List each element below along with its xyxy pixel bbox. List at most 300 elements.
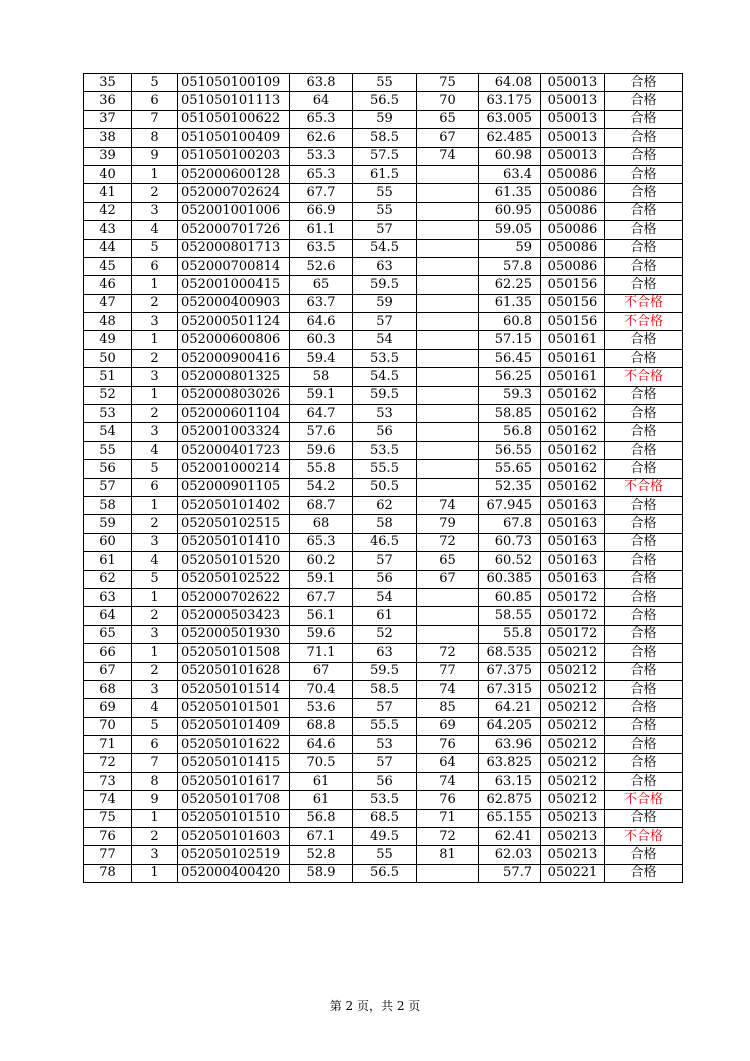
total-score-cell: 58.85 — [479, 405, 541, 423]
result-status-cell: 合格 — [605, 662, 683, 680]
score-written-cell: 61.1 — [290, 221, 353, 239]
position-code-cell: 050156 — [541, 313, 605, 331]
position-code-cell: 050212 — [541, 680, 605, 698]
exam-id-cell: 052050101508 — [178, 644, 290, 662]
row-number-cell: 58 — [84, 496, 132, 514]
exam-id-cell: 052000702622 — [178, 588, 290, 606]
score-2-cell: 59.5 — [353, 386, 417, 404]
score-3-cell: 81 — [417, 846, 479, 864]
score-3-cell: 65 — [417, 552, 479, 570]
position-code-cell: 050172 — [541, 607, 605, 625]
total-score-cell: 61.35 — [479, 294, 541, 312]
result-status-cell: 合格 — [605, 625, 683, 643]
score-written-cell: 67.7 — [290, 184, 353, 202]
exam-id-cell: 052000400420 — [178, 864, 290, 882]
exam-id-cell: 052000900416 — [178, 349, 290, 367]
score-written-cell: 65.3 — [290, 165, 353, 183]
score-3-cell — [417, 349, 479, 367]
position-code-cell: 050156 — [541, 276, 605, 294]
score-written-cell: 66.9 — [290, 202, 353, 220]
row-number-cell: 62 — [84, 570, 132, 588]
table-row — [84, 607, 683, 625]
exam-id-cell: 052050101410 — [178, 533, 290, 551]
score-3-cell: 74 — [417, 147, 479, 165]
total-score-cell: 62.41 — [479, 828, 541, 846]
row-number-cell: 36 — [84, 92, 132, 110]
table-row — [84, 552, 683, 570]
group-index-cell: 6 — [132, 257, 178, 275]
score-2-cell: 55 — [353, 846, 417, 864]
group-index-cell: 5 — [132, 74, 178, 92]
position-code-cell: 050086 — [541, 257, 605, 275]
score-written-cell: 62.6 — [290, 129, 353, 147]
position-code-cell: 050163 — [541, 552, 605, 570]
table-row — [84, 644, 683, 662]
score-2-cell: 55 — [353, 74, 417, 92]
score-written-cell: 60.2 — [290, 552, 353, 570]
position-code-cell: 050161 — [541, 331, 605, 349]
total-score-cell: 61.35 — [479, 184, 541, 202]
result-status-cell: 合格 — [605, 809, 683, 827]
score-written-cell: 67.7 — [290, 588, 353, 606]
result-status-cell: 合格 — [605, 570, 683, 588]
score-2-cell: 61 — [353, 607, 417, 625]
result-status-cell: 合格 — [605, 644, 683, 662]
score-3-cell — [417, 625, 479, 643]
position-code-cell: 050163 — [541, 515, 605, 533]
group-index-cell: 7 — [132, 110, 178, 128]
total-score-cell: 60.385 — [479, 570, 541, 588]
score-3-cell — [417, 441, 479, 459]
result-status-cell: 不合格 — [605, 294, 683, 312]
position-code-cell: 050086 — [541, 165, 605, 183]
position-code-cell: 050213 — [541, 809, 605, 827]
position-code-cell: 050212 — [541, 644, 605, 662]
total-score-cell: 60.98 — [479, 147, 541, 165]
position-code-cell: 050013 — [541, 129, 605, 147]
result-status-cell: 合格 — [605, 864, 683, 882]
row-number-cell: 76 — [84, 828, 132, 846]
group-index-cell: 4 — [132, 699, 178, 717]
position-code-cell: 050013 — [541, 74, 605, 92]
result-status-cell: 合格 — [605, 680, 683, 698]
row-number-cell: 67 — [84, 662, 132, 680]
result-status-cell: 合格 — [605, 147, 683, 165]
group-index-cell: 2 — [132, 662, 178, 680]
score-3-cell: 85 — [417, 699, 479, 717]
score-3-cell: 76 — [417, 791, 479, 809]
group-index-cell: 3 — [132, 423, 178, 441]
exam-id-cell: 051050100622 — [178, 110, 290, 128]
group-index-cell: 7 — [132, 754, 178, 772]
exam-id-cell: 051050100409 — [178, 129, 290, 147]
group-index-cell: 5 — [132, 570, 178, 588]
score-2-cell: 54.5 — [353, 239, 417, 257]
table-body — [84, 74, 683, 883]
result-status-cell: 合格 — [605, 110, 683, 128]
score-written-cell: 68 — [290, 515, 353, 533]
exam-id-cell: 052050102519 — [178, 846, 290, 864]
row-number-cell: 61 — [84, 552, 132, 570]
result-status-cell: 合格 — [605, 349, 683, 367]
table-row — [84, 423, 683, 441]
score-3-cell: 65 — [417, 110, 479, 128]
score-3-cell — [417, 221, 479, 239]
score-written-cell: 59.6 — [290, 441, 353, 459]
score-written-cell: 64 — [290, 92, 353, 110]
total-score-cell: 56.55 — [479, 441, 541, 459]
result-status-cell: 不合格 — [605, 313, 683, 331]
total-score-cell: 60.8 — [479, 313, 541, 331]
result-status-cell: 不合格 — [605, 828, 683, 846]
score-2-cell: 58.5 — [353, 680, 417, 698]
score-3-cell — [417, 607, 479, 625]
score-3-cell: 67 — [417, 570, 479, 588]
score-written-cell: 65 — [290, 276, 353, 294]
table-row — [84, 460, 683, 478]
group-index-cell: 4 — [132, 441, 178, 459]
result-status-cell: 合格 — [605, 736, 683, 754]
position-code-cell: 050212 — [541, 662, 605, 680]
exam-id-cell: 052050101415 — [178, 754, 290, 772]
score-written-cell: 68.8 — [290, 717, 353, 735]
score-written-cell: 55.8 — [290, 460, 353, 478]
table-row — [84, 662, 683, 680]
position-code-cell: 050221 — [541, 864, 605, 882]
table-row — [84, 349, 683, 367]
exam-id-cell: 052000801713 — [178, 239, 290, 257]
position-code-cell: 050163 — [541, 570, 605, 588]
score-3-cell — [417, 276, 479, 294]
score-2-cell: 57 — [353, 552, 417, 570]
total-score-cell: 55.65 — [479, 460, 541, 478]
score-2-cell: 49.5 — [353, 828, 417, 846]
score-written-cell: 56.1 — [290, 607, 353, 625]
position-code-cell: 050161 — [541, 349, 605, 367]
group-index-cell: 1 — [132, 864, 178, 882]
results-table — [83, 73, 683, 883]
result-status-cell: 合格 — [605, 74, 683, 92]
total-score-cell: 67.8 — [479, 515, 541, 533]
row-number-cell: 73 — [84, 772, 132, 790]
exam-id-cell: 052000601104 — [178, 405, 290, 423]
group-index-cell: 1 — [132, 331, 178, 349]
group-index-cell: 1 — [132, 276, 178, 294]
total-score-cell: 64.205 — [479, 717, 541, 735]
result-status-cell: 合格 — [605, 92, 683, 110]
score-2-cell: 59.5 — [353, 662, 417, 680]
total-score-cell: 60.52 — [479, 552, 541, 570]
score-written-cell: 64.7 — [290, 405, 353, 423]
position-code-cell: 050162 — [541, 460, 605, 478]
result-status-cell: 合格 — [605, 405, 683, 423]
exam-id-cell: 051050101113 — [178, 92, 290, 110]
group-index-cell: 3 — [132, 680, 178, 698]
score-written-cell: 64.6 — [290, 313, 353, 331]
position-code-cell: 050013 — [541, 92, 605, 110]
score-written-cell: 68.7 — [290, 496, 353, 514]
group-index-cell: 3 — [132, 625, 178, 643]
score-2-cell: 53.5 — [353, 791, 417, 809]
table-row — [84, 496, 683, 514]
score-written-cell: 67 — [290, 662, 353, 680]
position-code-cell: 050013 — [541, 147, 605, 165]
score-3-cell: 67 — [417, 129, 479, 147]
score-written-cell: 63.8 — [290, 74, 353, 92]
score-2-cell: 63 — [353, 644, 417, 662]
group-index-cell: 3 — [132, 846, 178, 864]
table-row — [84, 165, 683, 183]
score-3-cell — [417, 368, 479, 386]
score-written-cell: 63.7 — [290, 294, 353, 312]
score-written-cell: 71.1 — [290, 644, 353, 662]
result-status-cell: 合格 — [605, 423, 683, 441]
position-code-cell: 050163 — [541, 533, 605, 551]
group-index-cell: 2 — [132, 828, 178, 846]
position-code-cell: 050163 — [541, 496, 605, 514]
group-index-cell: 3 — [132, 313, 178, 331]
position-code-cell: 050212 — [541, 772, 605, 790]
score-written-cell: 52.8 — [290, 846, 353, 864]
score-3-cell — [417, 588, 479, 606]
table-row — [84, 515, 683, 533]
row-number-cell: 51 — [84, 368, 132, 386]
score-3-cell — [417, 423, 479, 441]
table-row — [84, 680, 683, 698]
score-3-cell — [417, 202, 479, 220]
score-2-cell: 46.5 — [353, 533, 417, 551]
result-status-cell: 合格 — [605, 257, 683, 275]
total-score-cell: 63.175 — [479, 92, 541, 110]
group-index-cell: 5 — [132, 717, 178, 735]
table-row — [84, 478, 683, 496]
score-2-cell: 57 — [353, 754, 417, 772]
table-row — [84, 441, 683, 459]
result-status-cell: 合格 — [605, 772, 683, 790]
score-2-cell: 56 — [353, 570, 417, 588]
score-3-cell: 77 — [417, 662, 479, 680]
table-row — [84, 791, 683, 809]
score-2-cell: 54 — [353, 331, 417, 349]
total-score-cell: 52.35 — [479, 478, 541, 496]
row-number-cell: 63 — [84, 588, 132, 606]
score-written-cell: 53.3 — [290, 147, 353, 165]
exam-id-cell: 052000503423 — [178, 607, 290, 625]
group-index-cell: 1 — [132, 809, 178, 827]
score-3-cell: 72 — [417, 533, 479, 551]
score-2-cell: 52 — [353, 625, 417, 643]
row-number-cell: 57 — [84, 478, 132, 496]
score-2-cell: 55.5 — [353, 460, 417, 478]
score-3-cell — [417, 331, 479, 349]
score-written-cell: 61 — [290, 791, 353, 809]
score-3-cell: 71 — [417, 809, 479, 827]
total-score-cell: 59.05 — [479, 221, 541, 239]
exam-id-cell: 052000702624 — [178, 184, 290, 202]
score-written-cell: 65.3 — [290, 110, 353, 128]
score-3-cell — [417, 405, 479, 423]
score-2-cell: 53.5 — [353, 441, 417, 459]
group-index-cell: 6 — [132, 478, 178, 496]
exam-id-cell: 052000801325 — [178, 368, 290, 386]
table-row — [84, 368, 683, 386]
result-status-cell: 合格 — [605, 588, 683, 606]
score-2-cell: 58 — [353, 515, 417, 533]
score-3-cell: 70 — [417, 92, 479, 110]
result-status-cell: 合格 — [605, 331, 683, 349]
row-number-cell: 46 — [84, 276, 132, 294]
exam-id-cell: 051050100203 — [178, 147, 290, 165]
total-score-cell: 63.005 — [479, 110, 541, 128]
row-number-cell: 66 — [84, 644, 132, 662]
table-row — [84, 570, 683, 588]
row-number-cell: 35 — [84, 74, 132, 92]
total-score-cell: 60.85 — [479, 588, 541, 606]
score-2-cell: 55.5 — [353, 717, 417, 735]
score-written-cell: 58.9 — [290, 864, 353, 882]
total-score-cell: 60.95 — [479, 202, 541, 220]
group-index-cell: 6 — [132, 92, 178, 110]
score-2-cell: 50.5 — [353, 478, 417, 496]
total-score-cell: 63.15 — [479, 772, 541, 790]
score-3-cell: 74 — [417, 496, 479, 514]
score-3-cell: 64 — [417, 754, 479, 772]
group-index-cell: 8 — [132, 772, 178, 790]
position-code-cell: 050213 — [541, 828, 605, 846]
total-score-cell: 56.25 — [479, 368, 541, 386]
result-status-cell: 合格 — [605, 129, 683, 147]
position-code-cell: 050212 — [541, 791, 605, 809]
row-number-cell: 52 — [84, 386, 132, 404]
score-2-cell: 56.5 — [353, 92, 417, 110]
row-number-cell: 77 — [84, 846, 132, 864]
row-number-cell: 54 — [84, 423, 132, 441]
exam-id-cell: 052050101514 — [178, 680, 290, 698]
position-code-cell: 050162 — [541, 405, 605, 423]
total-score-cell: 67.315 — [479, 680, 541, 698]
exam-id-cell: 052001001006 — [178, 202, 290, 220]
table-row — [84, 202, 683, 220]
result-status-cell: 合格 — [605, 496, 683, 514]
score-2-cell: 59 — [353, 294, 417, 312]
position-code-cell: 050213 — [541, 846, 605, 864]
exam-id-cell: 052000901105 — [178, 478, 290, 496]
group-index-cell: 2 — [132, 349, 178, 367]
total-score-cell: 67.945 — [479, 496, 541, 514]
table-row — [84, 386, 683, 404]
exam-id-cell: 052050101510 — [178, 809, 290, 827]
total-score-cell: 55.8 — [479, 625, 541, 643]
table-row — [84, 736, 683, 754]
result-status-cell: 合格 — [605, 515, 683, 533]
result-status-cell: 合格 — [605, 552, 683, 570]
table-row — [84, 147, 683, 165]
position-code-cell: 050162 — [541, 386, 605, 404]
score-written-cell: 67.1 — [290, 828, 353, 846]
total-score-cell: 62.03 — [479, 846, 541, 864]
result-status-cell: 合格 — [605, 184, 683, 202]
row-number-cell: 60 — [84, 533, 132, 551]
group-index-cell: 6 — [132, 736, 178, 754]
score-3-cell — [417, 239, 479, 257]
exam-id-cell: 051050100109 — [178, 74, 290, 92]
result-status-cell: 合格 — [605, 386, 683, 404]
row-number-cell: 39 — [84, 147, 132, 165]
score-written-cell: 59.1 — [290, 570, 353, 588]
group-index-cell: 1 — [132, 165, 178, 183]
group-index-cell: 2 — [132, 294, 178, 312]
row-number-cell: 59 — [84, 515, 132, 533]
exam-id-cell: 052050102522 — [178, 570, 290, 588]
result-status-cell: 不合格 — [605, 791, 683, 809]
score-written-cell: 57.6 — [290, 423, 353, 441]
result-status-cell: 合格 — [605, 460, 683, 478]
row-number-cell: 48 — [84, 313, 132, 331]
score-2-cell: 56 — [353, 423, 417, 441]
table-row — [84, 276, 683, 294]
total-score-cell: 67.375 — [479, 662, 541, 680]
group-index-cell: 4 — [132, 552, 178, 570]
exam-id-cell: 052000803026 — [178, 386, 290, 404]
exam-id-cell: 052050101409 — [178, 717, 290, 735]
table-row — [84, 588, 683, 606]
score-3-cell — [417, 313, 479, 331]
score-3-cell — [417, 294, 479, 312]
group-index-cell: 9 — [132, 147, 178, 165]
total-score-cell: 62.875 — [479, 791, 541, 809]
score-2-cell: 53 — [353, 405, 417, 423]
score-written-cell: 59.4 — [290, 349, 353, 367]
result-status-cell: 合格 — [605, 441, 683, 459]
group-index-cell: 2 — [132, 515, 178, 533]
position-code-cell: 050212 — [541, 736, 605, 754]
row-number-cell: 78 — [84, 864, 132, 882]
total-score-cell: 57.8 — [479, 257, 541, 275]
group-index-cell: 3 — [132, 533, 178, 551]
total-score-cell: 57.15 — [479, 331, 541, 349]
table-row — [84, 184, 683, 202]
group-index-cell: 2 — [132, 405, 178, 423]
result-status-cell: 合格 — [605, 221, 683, 239]
score-3-cell: 74 — [417, 680, 479, 698]
result-status-cell: 合格 — [605, 607, 683, 625]
total-score-cell: 56.8 — [479, 423, 541, 441]
exam-id-cell: 052050101617 — [178, 772, 290, 790]
score-written-cell: 63.5 — [290, 239, 353, 257]
group-index-cell: 5 — [132, 460, 178, 478]
table-row — [84, 699, 683, 717]
total-score-cell: 57.7 — [479, 864, 541, 882]
total-score-cell: 63.825 — [479, 754, 541, 772]
position-code-cell: 050162 — [541, 423, 605, 441]
table-row — [84, 828, 683, 846]
result-status-cell: 合格 — [605, 699, 683, 717]
row-number-cell: 71 — [84, 736, 132, 754]
total-score-cell: 56.45 — [479, 349, 541, 367]
table-row — [84, 313, 683, 331]
group-index-cell: 9 — [132, 791, 178, 809]
score-2-cell: 59.5 — [353, 276, 417, 294]
group-index-cell: 8 — [132, 129, 178, 147]
table-row — [84, 754, 683, 772]
row-number-cell: 50 — [84, 349, 132, 367]
total-score-cell: 63.96 — [479, 736, 541, 754]
row-number-cell: 53 — [84, 405, 132, 423]
position-code-cell: 050172 — [541, 625, 605, 643]
score-written-cell: 58 — [290, 368, 353, 386]
page-footer: 第 2 页，共 2 页 — [329, 999, 421, 1013]
result-status-cell: 合格 — [605, 717, 683, 735]
